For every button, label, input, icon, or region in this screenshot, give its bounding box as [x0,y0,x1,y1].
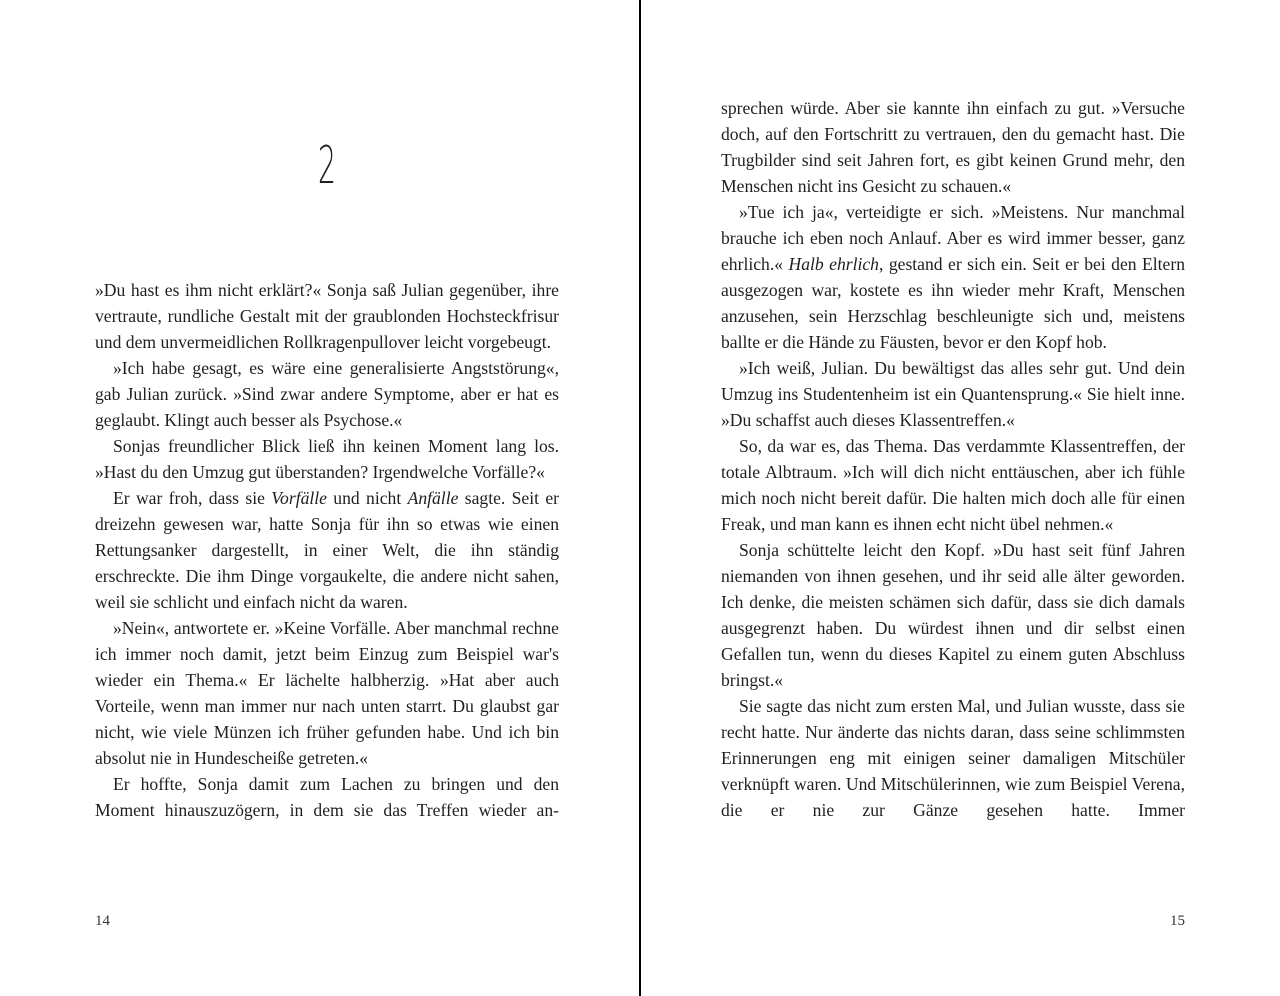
paragraph: Sonja schüttelte leicht den Kopf. »Du hast seit fünf Jahren niemanden von ihnen gesehen, und ihr seid alle älter geworden. Ich denke, die meisten schämen sich dafür, dass sie dich damals ausgegrenzt haben. Du würdest ihnen und dir selbst einen Gefallen tun, wenn du dieses Kapitel zu einem guten Abschluss bringst.« [721,540,1185,690]
text-run: sagte. Seit er dreizehn gewesen war, hatte Sonja für ihn so etwas wie einen Rettungsanker dargestellt, in einer Welt, die ihn ständig erschreckte. Die ihm Dinge vorgaukelte, die andere nicht sahen, weil sie schlicht und einfach nicht da waren. [95,488,560,612]
paragraph: So, da war es, das Thema. Das verdammte Klassentreffen, der totale Albtraum. »Ich will dich nicht enttäuschen, aber ich fühle mich noch nicht bereit dafür. Die halten mich doch alle für einen Freak, und man kann es ihnen echt nicht übel nehmen.« [721,436,1185,534]
italic-phrase: Halb ehrlich [788,254,879,274]
page-number: 14 [95,913,110,929]
page-number: 15 [1170,913,1185,929]
chapter-number: 2 [317,136,337,196]
paragraph: »Nein«, antwortete er. »Keine Vorfälle. Aber manchmal rechne ich immer noch damit, jetzt beim Einzug zum Beispiel war's wieder ein Thema.« Er lächelte halbherzig. »Hat aber auch Vorteile, wenn man immer nur nach unten starrt. Du glaubst gar nicht, wie viele Münzen ich früher gefunden habe. Und ich bin absolut nie in Hundescheiße getreten.« [95,618,559,768]
paragraph: Sie sagte das nicht zum ersten Mal, und Julian wusste, dass sie recht hatte. Nur änderte das nichts daran, dass seine schlimmsten Erinnerungen eng mit einigen seiner damaligen Mitschüler verknüpft waren. Und Mitschülerinnen, wie zum Beispiel Verena, die er nie zur Gänze gesehen hatte. Immer [721,696,1185,820]
text-run: Er war froh, dass sie [113,488,272,508]
paragraph: »Ich weiß, Julian. Du bewältigst das alles sehr gut. Und dein Umzug ins Studentenheim ist ein Quantensprung.« Sie hielt inne. »Du schaffst auch dieses Klassentreffen.« [721,358,1185,430]
paragraph [95,485,559,615]
italic-word: Vorfälle [271,488,327,508]
paragraph [721,199,1185,355]
italic-word: Anfälle [407,488,459,508]
right-page [641,0,1280,996]
left-page-text [95,277,559,823]
right-page-text [721,95,1185,823]
paragraph: sprechen würde. Aber sie kannte ihn einfach zu gut. »Versuche doch, auf den Fortschritt zu vertrauen, den du gemacht hast. Die Trugbilder sind seit Jahren fort, es gibt keinen Grund mehr, den Menschen nicht ins Gesicht zu schauen.« [721,98,1185,196]
text-run: »Tue ich ja«, verteidigte er sich. »Meistens. Nur manchmal brauche ich eben noch Anlauf. Aber es wird immer besser, ganz ehrlich.« [721,202,1185,274]
left-page [0,0,639,996]
text-run: , gestand er sich ein. Seit er bei den Eltern ausgezogen war, kostete es ihn wieder mehr Kraft, Menschen anzusehen, sein Herzschlag beschleunigte sich und, meistens ballte er die Hände zu Fäusten, bevor er den Kopf hob. [721,254,1185,352]
paragraph: Sonjas freundlicher Blick ließ ihn keinen Moment lang los. »Hast du den Umzug gut überstanden? Irgendwelche Vorfälle?« [95,436,559,482]
paragraph: »Ich habe gesagt, es wäre eine generalisierte Angststörung«, gab Julian zurück. »Sind zwar andere Symptome, aber er hat es geglaubt. Klingt auch besser als Psychose.« [95,358,559,430]
paragraph: »Du hast es ihm nicht erklärt?« Sonja saß Julian gegenüber, ihre vertraute, rundliche Gestalt mit der graublonden Hochsteckfrisur und dem unvermeidlichen Rollkragenpullover leicht vorgebeugt. [95,280,559,352]
text-run: und nicht [326,488,408,508]
paragraph: Er hoffte, Sonja damit zum Lachen zu bringen und den Moment hinauszuzögern, in dem sie das Treffen wieder an- [95,774,559,820]
